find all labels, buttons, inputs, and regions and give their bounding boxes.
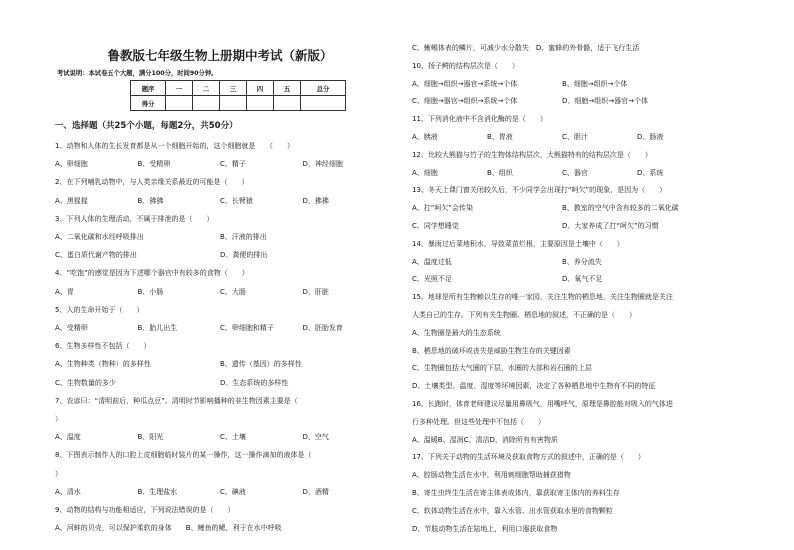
answer-option: C、土壤	[220, 433, 246, 442]
question-line: A、腔肠动物生活在水中，利用刺细胞帮助捕获猎物	[412, 471, 571, 480]
answer-option: A、温度过低	[412, 257, 452, 266]
answer-option: C、胆汁	[562, 133, 588, 141]
answer-option: A、胰液	[412, 133, 438, 141]
answer-option: C、同学想睡觉	[412, 222, 459, 230]
question-line: 14、暴雨过后菜地积水，导致菜苗烂根，主要原因是土壤中（ ）	[412, 239, 624, 248]
answer-option: A、二氧化碳和水经呼吸排出	[55, 233, 144, 241]
answer-option: D、粪便的排出	[220, 251, 268, 260]
answer-option: B、细胞→组织→个体	[562, 79, 628, 88]
answer-option: C、碘液	[220, 487, 246, 496]
question-line: ）	[55, 469, 62, 478]
score-cell	[247, 96, 274, 111]
section-heading: 一、选择题（共25个小题，每题2分，共50分）	[55, 121, 238, 131]
answer-option: A、胃	[55, 287, 74, 296]
answer-option: D、肝脏	[302, 287, 329, 296]
score-cell	[301, 96, 346, 111]
answer-option: B、遗传（基因）的多样性	[220, 360, 302, 369]
answer-option: B、教室的空气中含有较多的二氧化碳	[562, 204, 679, 213]
question-line: 17、下列关于动物的生活环境及获取食物方式的叙述中，正确的是（ ）	[412, 453, 645, 462]
question-line: C、生物圈包括大气圈的下层、水圈的大部和岩石圈的上层	[412, 364, 592, 373]
question-line: 2、在下列哺乳动物中，与人类亲缘关系最近的可能是（ ）	[55, 178, 249, 187]
answer-option: C、蛋白质代谢产物的排出	[55, 251, 137, 260]
question-line: 6、生物多样性不包括（ ）	[55, 342, 151, 351]
score-cell: 二	[193, 81, 220, 96]
exam-note: 考试说明：本试卷五个大题，满分100分，时间90分钟。	[57, 70, 218, 77]
question-line: B、寄生虫终生生活在寄主体表或体内，靠获取寄主体内的养料生存	[412, 489, 620, 497]
answer-option: A、清水	[55, 487, 81, 496]
score-cell: 总分	[301, 81, 346, 96]
question-line: ）	[55, 415, 62, 423]
question-line: 15、地球是所有生物赖以生存的唯一家园，关注生物的栖息地，关注生物圈就是关注	[412, 293, 673, 302]
answer-option: B、小肠	[137, 287, 164, 296]
answer-option: B、胎儿出生	[137, 324, 178, 332]
score-cell: 四	[247, 81, 274, 96]
answer-option: C、生物数量的多少	[55, 378, 116, 387]
question-line: A、温暖B、湿润C、清洁D、消除所有有害物质	[412, 435, 558, 444]
score-cell	[193, 96, 220, 111]
answer-option: B、受精卵	[137, 160, 171, 169]
question-line: 13、冬天上课门窗关闭较久后，不少同学会出现打“呵欠”的现象，是因为（ ）	[412, 186, 667, 195]
question-line: A、生物圈是最大的生态系统	[412, 328, 501, 337]
answer-option: D、肠液	[637, 133, 664, 141]
answer-option: B、阳光	[137, 433, 164, 442]
answer-option: A、黑猩猩	[55, 196, 88, 205]
question-line: 人类自己的生存。下列有关生物圈、栖息地的叙述，不正确的是（ ）	[412, 311, 636, 319]
answer-option: C、卵细胞和精子	[220, 324, 274, 332]
exam-title: 鲁教版七年级生物上册期中考试（新版）	[107, 48, 333, 63]
question-line: 7、农谚曰：“清明前后，种瓜点豆”。清明时节影响播种的非生物因素主要是（	[55, 396, 298, 405]
question-line: 行多种处理。但这些处理中不包括（ ）	[412, 417, 545, 426]
question-line: 16、长跑时，体育老师建议尽量用鼻吸气，用嘴呼气，原理是鼻腔能对吸入的气体进	[412, 400, 673, 408]
score-header-row	[131, 81, 346, 96]
answer-option: D、胚胎发育	[302, 324, 343, 332]
answer-option: D、神经细胞	[302, 160, 343, 169]
answer-option: D、细胞→组织→器官→个体	[562, 97, 648, 106]
score-row	[131, 96, 346, 111]
question-line: 11、下列消化液中不含消化酶的是（ ）	[412, 115, 547, 124]
question-line: D、节肢动物生活在陆地上，利用口器获取食物	[412, 524, 558, 533]
question-line: 1、动物和人体的生长发育都是从一个细胞开始的，这个细胞就是 （ ）	[55, 142, 294, 150]
answer-option: D、氧气不足	[562, 275, 603, 284]
question-line: D、土壤类型、温度、湿度等环境因素，决定了各种栖息地中生物有不同的特征	[412, 382, 656, 391]
answer-option: B、汗液的排出	[220, 233, 267, 241]
answer-option: A、温度	[55, 433, 81, 442]
answer-option: D、生态系统的多样性	[220, 378, 289, 387]
question-line: 10、扬子鳄的结构层次是（ ）	[412, 61, 519, 70]
question-line: 12、比较大熊猫与竹子的生物体结构层次，大熊猫特有的结构层次是（ ）	[412, 150, 652, 159]
question-line: C、蜥蜴体表的鳞片，可减少水分散失 D、蜜蜂的外骨骼，适于飞行生活	[412, 44, 640, 52]
score-cell	[220, 96, 247, 111]
answer-option: C、精子	[220, 160, 246, 169]
score-cell: 题序	[131, 81, 166, 96]
answer-option: D、系统	[637, 168, 664, 177]
question-line: 3、下列人体的生理活动，不属于排泄的是（ ）	[55, 214, 214, 223]
answer-option: B、生理盐水	[137, 487, 178, 496]
score-cell: 一	[166, 81, 193, 96]
question-line: 8、下图表示制作人的口腔上皮细胞临时装片的某一操作，这一操作滴加的液体是（	[55, 451, 312, 460]
answer-option: A、卵细胞	[55, 160, 88, 169]
score-cell: 五	[274, 81, 301, 96]
answer-option: A、受精卵	[55, 324, 88, 332]
answer-option: B、养分流失	[562, 257, 602, 266]
answer-option: B、组织	[487, 168, 513, 177]
question-line: 9、动物的结构与功能相适应，下列说法错误的是（ ）	[55, 506, 235, 514]
score-cell: 三	[220, 81, 247, 96]
answer-option: D、酒精	[302, 487, 329, 496]
question-line: C、软体动物生活在水中，靠入水管、出水管获取水里的食物颗粒	[412, 506, 613, 515]
answer-option: C、大肠	[220, 287, 246, 296]
answer-option: C、细胞→器官→组织→系统→个体	[412, 97, 518, 106]
score-cell	[274, 96, 301, 111]
answer-option: B、狒狒	[137, 196, 164, 205]
answer-option: D、空气	[302, 433, 329, 442]
score-cell: 得分	[131, 96, 166, 111]
answer-option: D、狒狒	[302, 196, 329, 205]
answer-option: C、光照不足	[412, 275, 452, 284]
score-table	[130, 80, 346, 111]
answer-option: C、长臂猿	[220, 196, 253, 205]
answer-option: A、细胞	[412, 168, 438, 177]
answer-option: D、大家养成了打“呵欠”的习惯	[562, 222, 659, 230]
question-line: 5、人的生命开始于（ ）	[55, 305, 144, 314]
answer-option: C、器官	[562, 168, 588, 177]
answer-option: A、打“呵欠”会传染	[412, 204, 474, 213]
question-line: A、河蚌的贝壳，可以保护柔软的身体 B、鲤鱼的鳃，利于在水中呼吸	[55, 524, 282, 533]
answer-option: A、生物种类（物种）的多样性	[55, 360, 151, 369]
answer-option: B、胃液	[487, 133, 513, 141]
question-line: 4、“吃饱”的感觉是因为下述哪个器官中有较多的食物（ ）	[55, 269, 249, 278]
question-line: B、栖息地的破坏或丧失是威胁生物生存的关键因素	[412, 346, 571, 355]
score-cell	[166, 96, 193, 111]
answer-option: A、细胞→组织→器官→系统→个体	[412, 79, 518, 88]
